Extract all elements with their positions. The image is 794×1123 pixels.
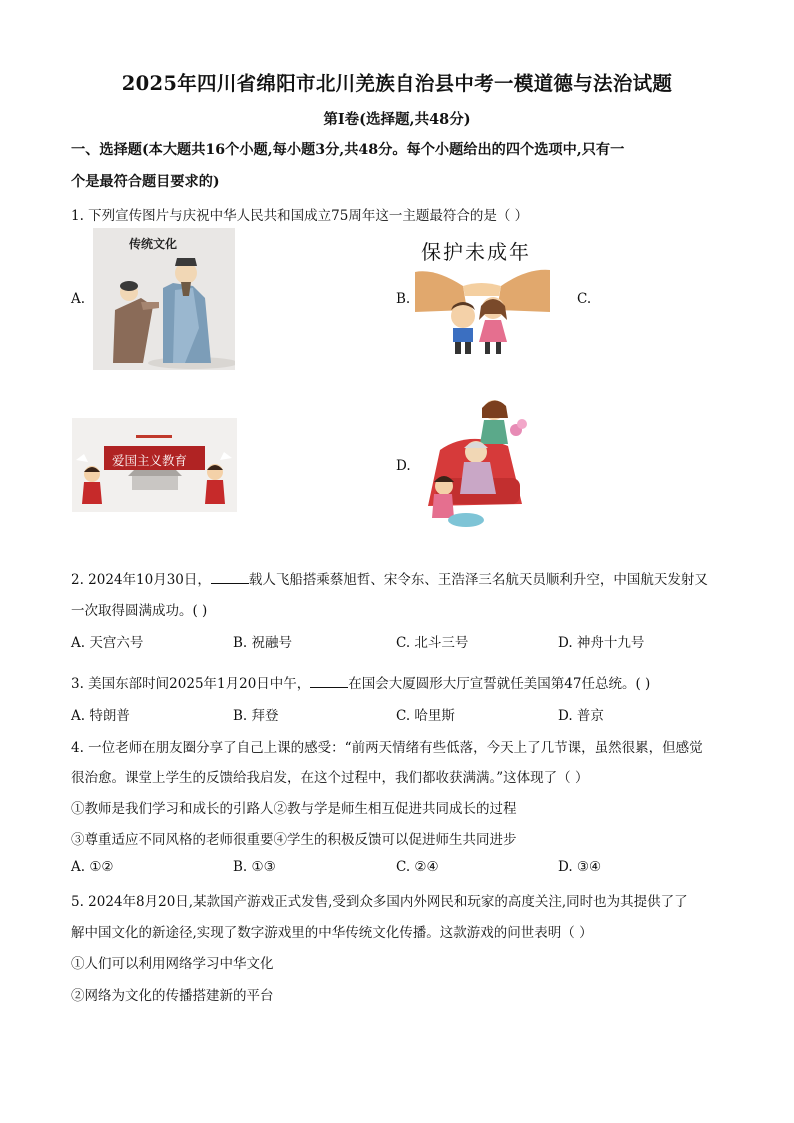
q3-stem-suffix: 在国会大厦圆形大厅宣誓就任美国第47任总统。( ): [348, 676, 651, 692]
part-instructions-line-1: 一、选择题(本大题共16个小题,每小题3分,共48分。每个小题给出的四个选项中,只有一: [71, 142, 625, 158]
q4-statements-1: ①教师是我们学习和成长的引路人②教与学是师生相互促进共同成长的过程: [71, 801, 517, 817]
q3-answer-blank: [310, 677, 348, 688]
question-5-stem-line-2: 解中国文化的新途径,实现了数字游戏里的中华传统文化传播。这款游戏的问世表明（ ）: [71, 925, 593, 941]
q4-option-b: B. ①③: [233, 859, 276, 875]
q1-image-patriotic-education: [72, 418, 237, 512]
q1-option-d-label: D.: [396, 458, 411, 474]
q3-option-a: A. 特朗普: [71, 708, 130, 724]
q2-stem-prefix: 2. 2024年10月30日，: [71, 572, 211, 588]
q4-statements-2: ③尊重适应不同风格的老师很重要④学生的积极反馈可以促进师生共同进步: [71, 832, 517, 848]
q3-option-c: C. 哈里斯: [396, 708, 455, 724]
q2-option-d: D. 神舟十九号: [558, 635, 645, 651]
q4-option-d: D. ③④: [558, 859, 602, 875]
q2-answer-blank: [211, 573, 249, 584]
question-2-stem: [71, 568, 708, 588]
question-2-stem-line-2: 一次取得圆满成功。( ): [71, 603, 208, 619]
q2-stem-suffix: 载人飞船搭乘蔡旭哲、宋令东、王浩泽三名航天员顺利升空，中国航天发射又: [248, 572, 708, 588]
q5-statement-2: ②网络为文化的传播搭建新的平台: [71, 988, 274, 1004]
q1-option-a-label: A.: [71, 291, 86, 307]
part-instructions-line-2: 个是最符合题目要求的): [71, 174, 220, 190]
question-4-stem-line-2: 很治愈。课堂上学生的反馈给我启发，在这个过程中，我们都收获满满。”这体现了（ ）: [71, 770, 589, 786]
q3-option-d: D. 普京: [558, 708, 604, 724]
question-1-stem: 1. 下列宣传图片与庆祝中华人民共和国成立75周年这一主题最符合的是（ ）: [71, 208, 529, 224]
q1-image-traditional-culture: [93, 228, 235, 370]
q1-image-a-caption: 传统文化: [129, 237, 178, 251]
section-heading: 第I卷(选择题,共48分): [323, 111, 471, 128]
q4-option-c: C. ②④: [396, 859, 439, 875]
q3-stem-prefix: 3. 美国东部时间2025年1月20日中午，: [71, 676, 311, 692]
question-3-stem: [71, 672, 650, 692]
q1-option-b-label: B.: [396, 291, 411, 307]
q1-image-b-caption: 保护未成年: [421, 240, 531, 264]
q1-option-c-label: C.: [577, 291, 592, 307]
q3-option-b: B. 拜登: [233, 708, 279, 724]
q2-option-c: C. 北斗三号: [396, 635, 469, 651]
q5-statement-1: ①人们可以利用网络学习中华文化: [71, 956, 274, 972]
q1-image-filial-piety: [418, 394, 530, 534]
q4-option-a: A. ①②: [71, 859, 114, 875]
q2-option-b: B. 祝融号: [233, 635, 293, 651]
question-4-stem-line-1: 4. 一位老师在朋友圈分享了自己上课的感受：“前两天情绪有些低落，今天上了几节课，虽然很累，但感觉: [71, 740, 703, 756]
q2-option-a: A. 天宫六号: [71, 635, 144, 651]
q1-image-c-caption: 爱国主义教育: [112, 453, 188, 468]
q1-image-protect-minors: [415, 230, 550, 358]
page-title: 2025年四川省绵阳市北川羌族自治县中考一模道德与法治试题: [121, 72, 673, 95]
question-5-stem-line-1: 5. 2024年8月20日,某款国产游戏正式发售,受到众多国内外网民和玩家的高度关注,同时也为其提供了了: [71, 894, 688, 910]
